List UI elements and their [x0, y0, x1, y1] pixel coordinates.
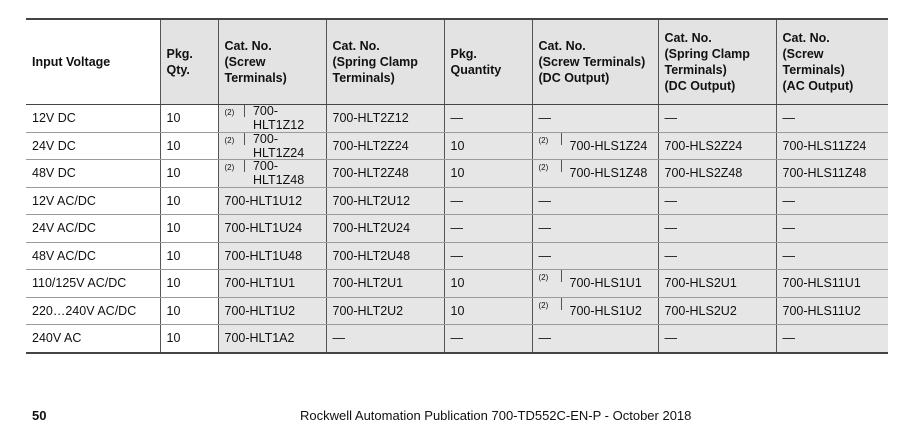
cell-dc-screw: — [532, 187, 658, 215]
cell-ac-screw: — [776, 105, 888, 133]
cell-pkg: 10 [444, 270, 532, 298]
cell-spring: 700-HLT2U2 [326, 297, 444, 325]
cell-ac-screw: 700-HLS11U1 [776, 270, 888, 298]
cell-screw: 700-HLT1U12 [218, 187, 326, 215]
column-header-1: Pkg. Qty. [160, 19, 218, 105]
table-row [26, 160, 888, 188]
cell-screw: 700-HLT1U24 [218, 215, 326, 243]
table-row [26, 215, 888, 243]
table-header-row [26, 19, 888, 105]
footnote-ref: (2) [219, 105, 245, 117]
footnote-ref: (2) [533, 298, 562, 310]
cell-pkg: — [444, 215, 532, 243]
table-row [26, 297, 888, 325]
cell-dc-screw: — [532, 105, 658, 133]
column-header-4: Pkg. Quantity [444, 19, 532, 105]
cell-value: 700-HLT1Z48 [252, 159, 305, 188]
cell-voltage: 12V DC [26, 105, 160, 133]
cell-dc-screw: — [532, 242, 658, 270]
cell-screw: 700-HLT1U1 [218, 270, 326, 298]
cell-dc-screw [532, 270, 658, 298]
cell-dc-spring: 700-HLS2U1 [658, 270, 776, 298]
cell-qty: 10 [160, 242, 218, 270]
cell-qty: 10 [160, 215, 218, 243]
cell-ac-screw: — [776, 215, 888, 243]
cell-ac-screw: 700-HLS11U2 [776, 297, 888, 325]
cell-qty: 10 [160, 297, 218, 325]
cell-dc-spring: — [658, 105, 776, 133]
cell-spring: 700-HLT2Z12 [326, 105, 444, 133]
cell-value: 700-HLS1U1 [569, 276, 642, 291]
cell-value: 700-HLT1Z12 [252, 104, 305, 133]
publication-footer: Rockwell Automation Publication 700-TD552C-EN-P - October 2018 [300, 408, 692, 423]
cell-dc-spring: — [658, 215, 776, 243]
cell-pkg: — [444, 242, 532, 270]
footnote-ref: (2) [533, 133, 562, 145]
cell-pkg: — [444, 187, 532, 215]
cell-ac-screw: — [776, 325, 888, 353]
cell-qty: 10 [160, 105, 218, 133]
cell-value: 700-HLS1Z48 [569, 166, 648, 181]
cell-screw [218, 160, 326, 188]
cell-voltage: 110/125V AC/DC [26, 270, 160, 298]
cell-voltage: 24V AC/DC [26, 215, 160, 243]
cell-dc-spring: 700-HLS2Z48 [658, 160, 776, 188]
cell-dc-spring: — [658, 187, 776, 215]
table-row [26, 325, 888, 353]
table-row [26, 187, 888, 215]
cell-voltage: 48V AC/DC [26, 242, 160, 270]
footnote-ref: (2) [533, 160, 562, 172]
cell-pkg: 10 [444, 132, 532, 160]
cell-pkg: 10 [444, 297, 532, 325]
column-header-5: Cat. No. (Screw Terminals) (DC Output) [532, 19, 658, 105]
cell-dc-spring: 700-HLS2U2 [658, 297, 776, 325]
cell-spring: 700-HLT2Z24 [326, 132, 444, 160]
cell-voltage: 48V DC [26, 160, 160, 188]
cell-dc-screw [532, 132, 658, 160]
cell-voltage: 12V AC/DC [26, 187, 160, 215]
footnote-ref: (2) [219, 133, 245, 145]
cell-spring: — [326, 325, 444, 353]
cell-dc-spring: 700-HLS2Z24 [658, 132, 776, 160]
column-header-0: Input Voltage [26, 19, 160, 105]
cell-spring: 700-HLT2U48 [326, 242, 444, 270]
cell-ac-screw: 700-HLS11Z48 [776, 160, 888, 188]
cell-ac-screw: 700-HLS11Z24 [776, 132, 888, 160]
cell-voltage: 220…240V AC/DC [26, 297, 160, 325]
cell-ac-screw: — [776, 242, 888, 270]
cell-qty: 10 [160, 270, 218, 298]
cell-screw [218, 105, 326, 133]
column-header-3: Cat. No. (Spring Clamp Terminals) [326, 19, 444, 105]
cell-value: 700-HLS1Z24 [569, 138, 648, 153]
cell-screw: 700-HLT1U2 [218, 297, 326, 325]
table-row [26, 242, 888, 270]
cell-screw [218, 132, 326, 160]
cell-screw: 700-HLT1U48 [218, 242, 326, 270]
cell-voltage: 240V AC [26, 325, 160, 353]
cell-pkg: 10 [444, 160, 532, 188]
cell-qty: 10 [160, 187, 218, 215]
cell-voltage: 24V DC [26, 132, 160, 160]
cell-pkg: — [444, 105, 532, 133]
footnote-ref: (2) [219, 160, 245, 172]
table-row [26, 105, 888, 133]
cell-dc-screw [532, 160, 658, 188]
cell-spring: 700-HLT2U12 [326, 187, 444, 215]
cell-ac-screw: — [776, 187, 888, 215]
column-header-7: Cat. No. (Screw Terminals) (AC Output) [776, 19, 888, 105]
cell-dc-screw: — [532, 325, 658, 353]
cell-value: 700-HLT1Z24 [252, 131, 305, 160]
footnote-ref: (2) [533, 270, 562, 282]
column-header-6: Cat. No. (Spring Clamp Terminals) (DC Output) [658, 19, 776, 105]
cell-dc-spring: — [658, 325, 776, 353]
cell-dc-screw [532, 297, 658, 325]
cell-qty: 10 [160, 160, 218, 188]
catalog-table [26, 18, 888, 354]
cell-pkg: — [444, 325, 532, 353]
cell-spring: 700-HLT2Z48 [326, 160, 444, 188]
cell-screw: 700-HLT1A2 [218, 325, 326, 353]
cell-qty: 10 [160, 325, 218, 353]
cell-value: 700-HLS1U2 [569, 303, 642, 318]
cell-dc-spring: — [658, 242, 776, 270]
table-row [26, 270, 888, 298]
cell-dc-screw: — [532, 215, 658, 243]
cell-spring: 700-HLT2U1 [326, 270, 444, 298]
table-body [26, 105, 888, 353]
cell-spring: 700-HLT2U24 [326, 215, 444, 243]
cell-qty: 10 [160, 132, 218, 160]
column-header-2: Cat. No. (Screw Terminals) [218, 19, 326, 105]
table-row [26, 132, 888, 160]
page-number: 50 [32, 408, 47, 423]
